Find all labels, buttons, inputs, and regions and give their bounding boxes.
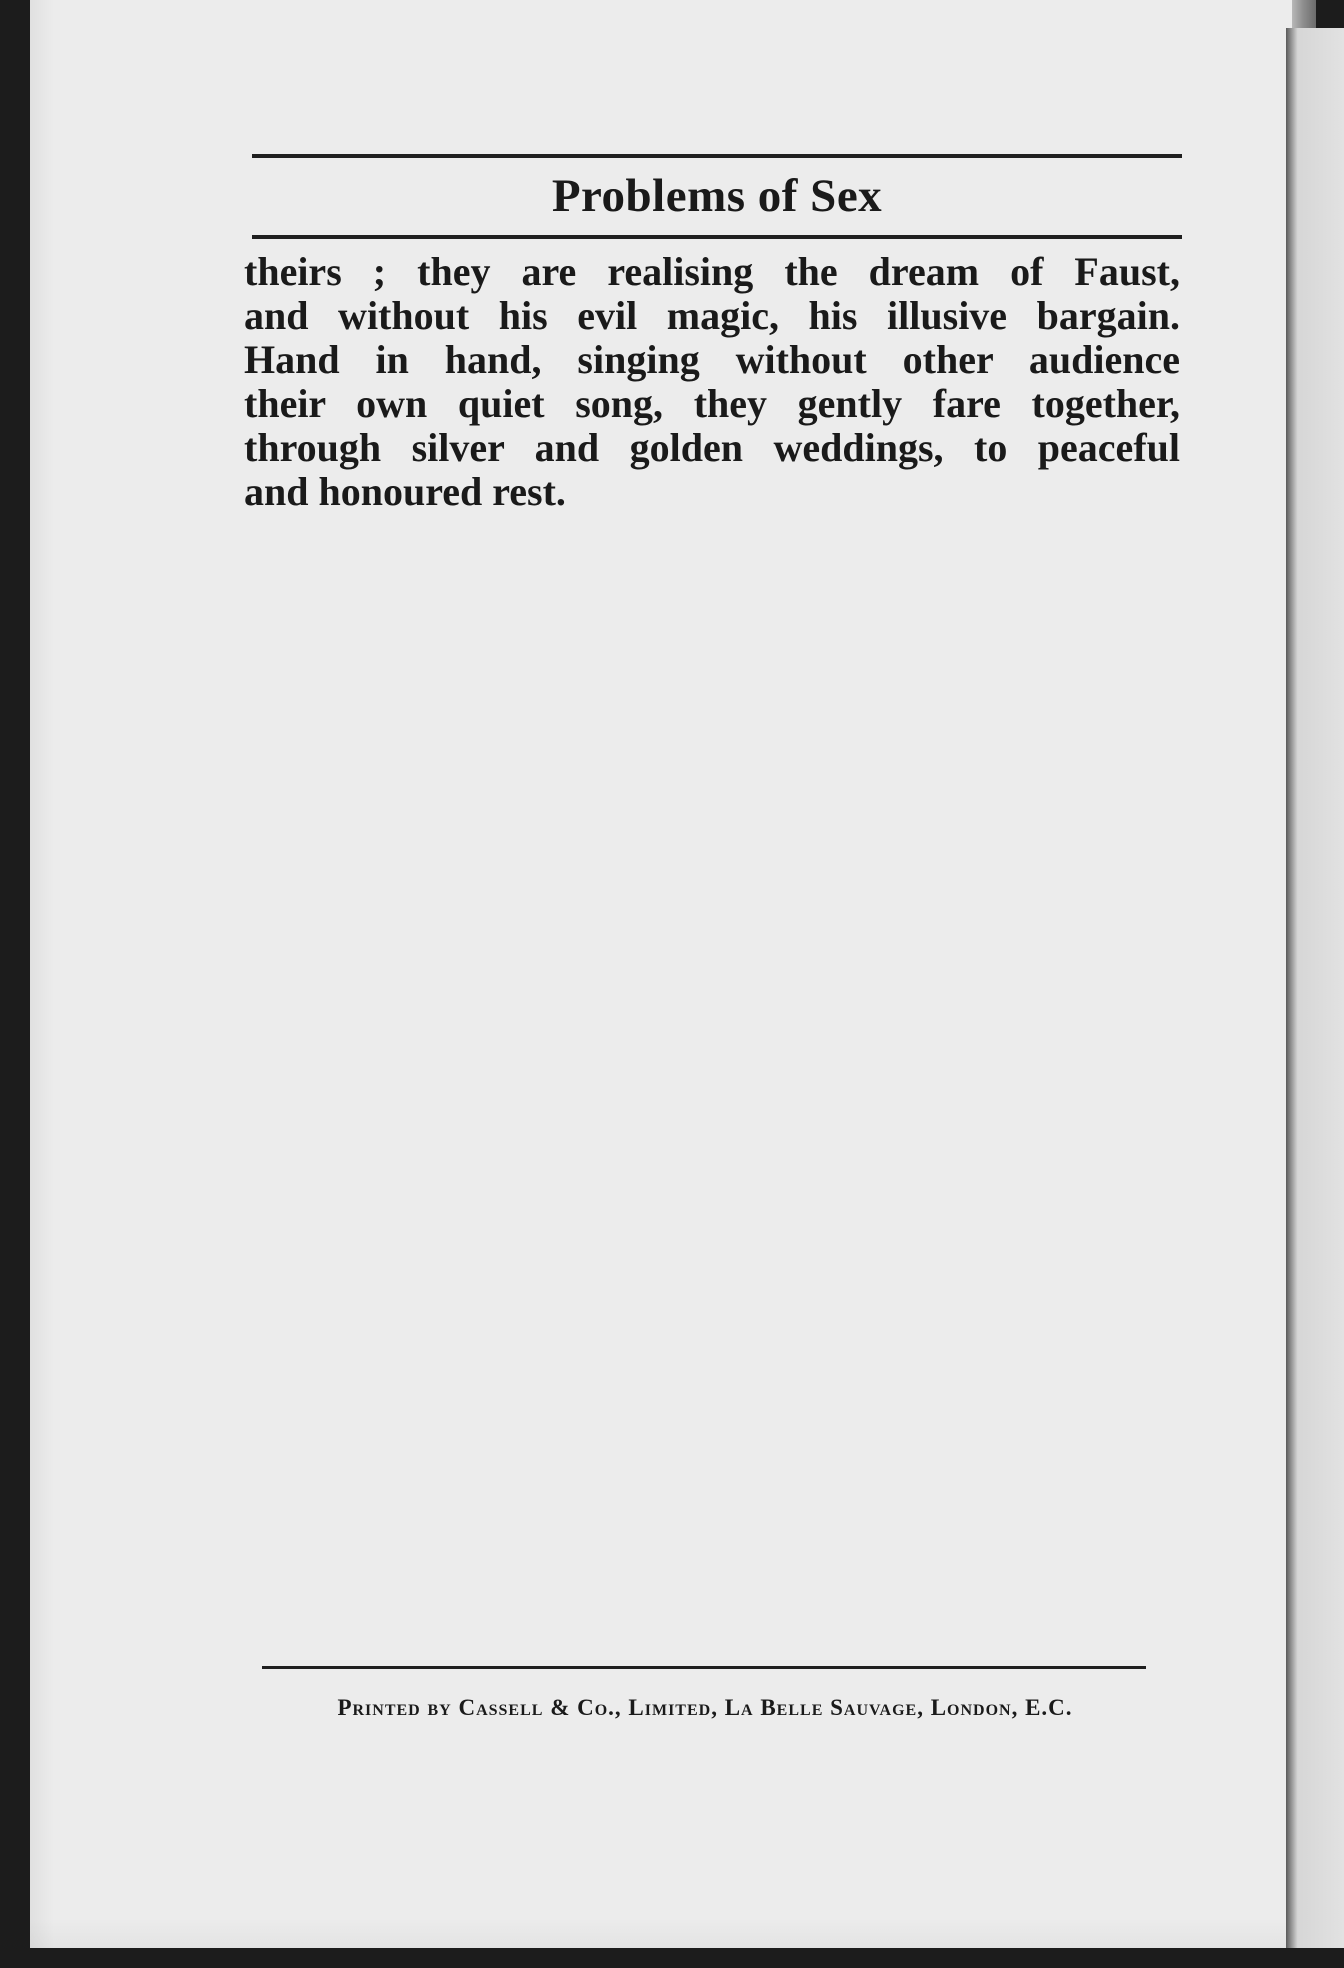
body-paragraph xyxy=(244,250,1180,514)
header-rule-bottom xyxy=(252,235,1182,239)
body-line: and honoured rest. xyxy=(244,469,566,514)
body-line: their own quiet song, they gently fare together, xyxy=(244,381,1180,426)
next-page-edge xyxy=(1286,28,1344,1948)
footer-rule xyxy=(262,1666,1146,1669)
body-line: Hand in hand, singing without other audience xyxy=(244,337,1180,382)
body-line: theirs ; they are realising the dream of Faust, xyxy=(244,249,1180,294)
body-line: through silver and golden weddings, to peaceful xyxy=(244,425,1180,470)
book-page xyxy=(30,0,1292,1948)
printer-imprint: Printed by Cassell & Co., Limited, La Belle Sauvage, London, E.C. xyxy=(337,1695,1073,1720)
body-line: and without his evil magic, his illusive bargain. xyxy=(244,293,1180,338)
running-head: Problems of Sex xyxy=(551,170,883,222)
